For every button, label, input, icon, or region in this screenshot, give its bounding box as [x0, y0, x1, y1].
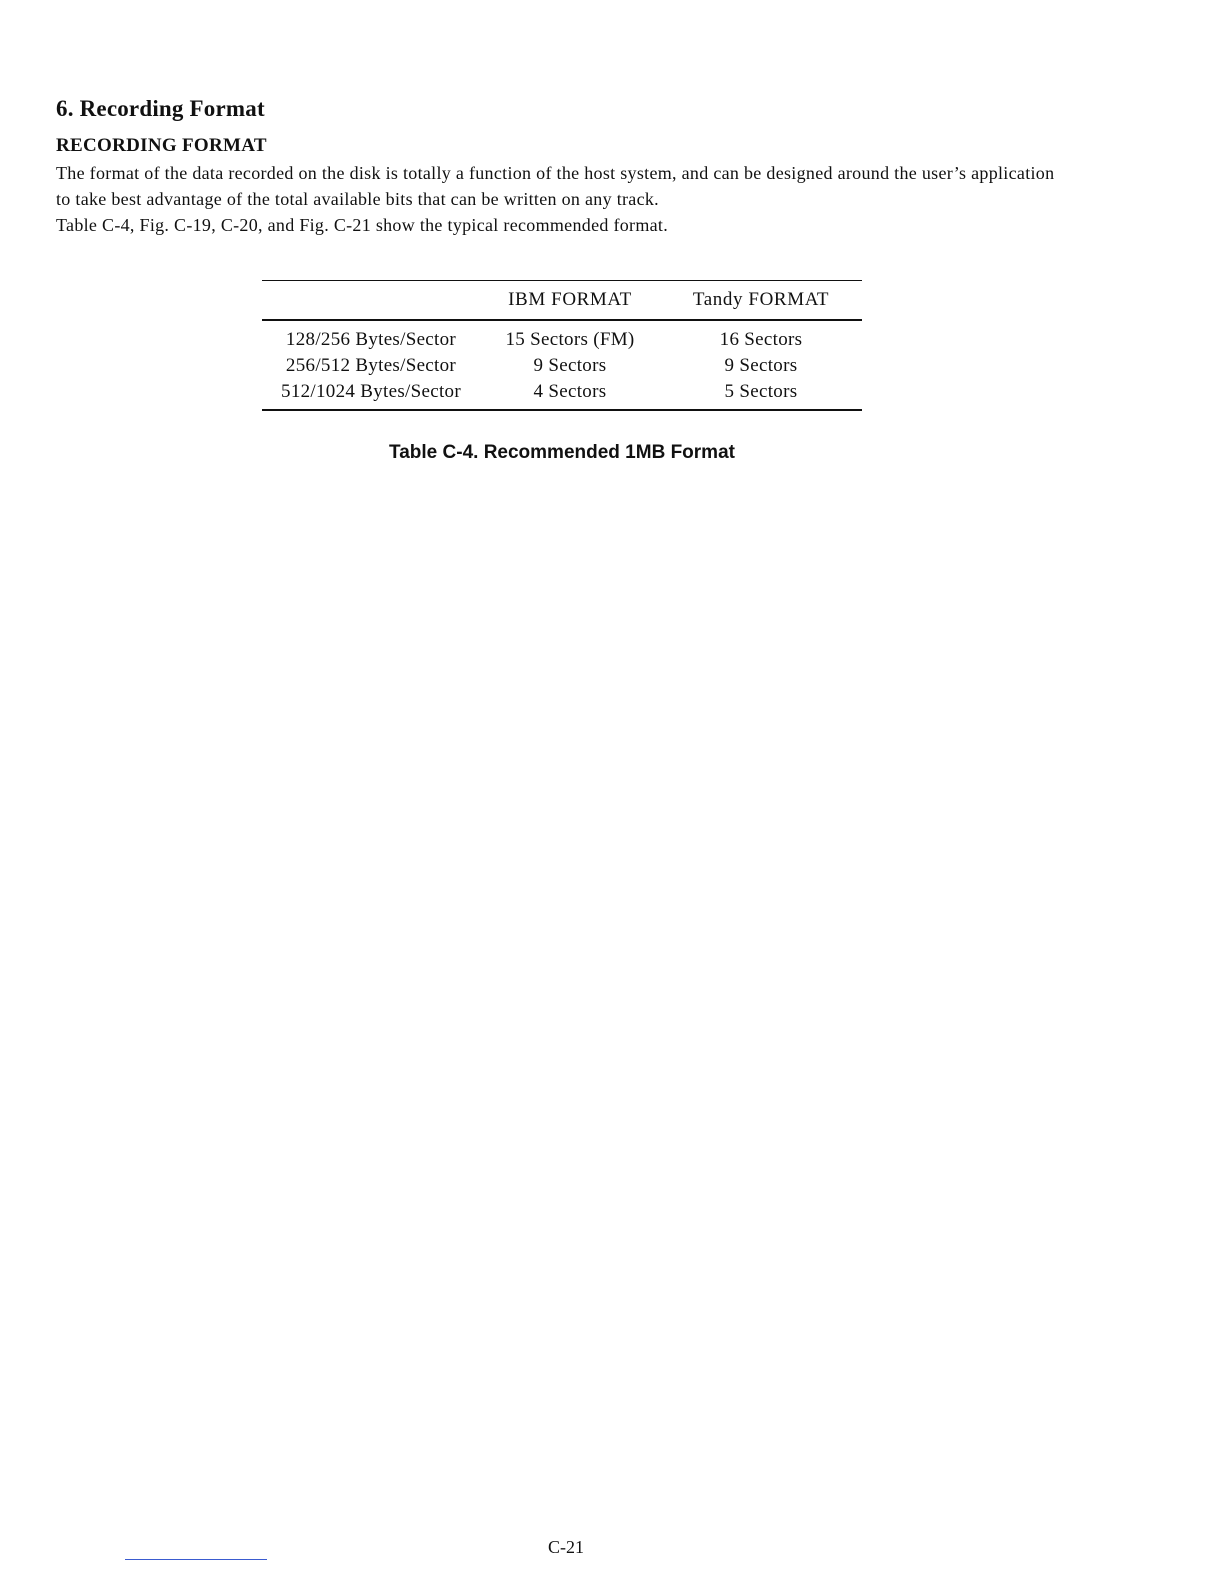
section-title: 6. Recording Format: [56, 96, 265, 121]
table-header-cell: IBM FORMAT: [508, 289, 632, 310]
page-number: C-21: [548, 1537, 584, 1557]
table-header-cell: [262, 281, 480, 321]
table-row: [262, 320, 862, 353]
paragraph: Table C-4, Fig. C-19, C-20, and Fig. C-21 show the typical recommended format.: [56, 215, 669, 235]
table-caption: Table C-4. Recommended 1MB Format: [389, 442, 735, 463]
table-cell: 256/512 Bytes/Sector: [285, 355, 457, 376]
table-cell: 15 Sectors (FM): [505, 329, 635, 350]
table-cell: 9 Sectors: [724, 355, 798, 376]
table-cell: 9 Sectors: [533, 355, 607, 376]
table-cell: 4 Sectors: [533, 381, 607, 402]
footer-rule: [125, 1559, 267, 1560]
format-table: [262, 280, 862, 411]
table-row: [262, 379, 862, 410]
table-header-row: [262, 281, 862, 321]
table-cell: 16 Sectors: [719, 329, 803, 350]
paragraph: The format of the data recorded on the disk is totally a function of the host system, and can be designed around the user’s application to take best advantage of the total available bits that can be written on any track.: [56, 163, 1055, 209]
table-cell: 5 Sectors: [724, 381, 798, 402]
table-body: [262, 320, 862, 410]
table-cell: 512/1024 Bytes/Sector: [281, 381, 461, 402]
body-text: [56, 160, 1066, 238]
table-cell: 128/256 Bytes/Sector: [285, 329, 457, 350]
subheading: RECORDING FORMAT: [56, 135, 267, 156]
table-row: [262, 353, 862, 379]
table-header-cell: Tandy FORMAT: [692, 289, 830, 310]
table-header: [262, 281, 862, 321]
